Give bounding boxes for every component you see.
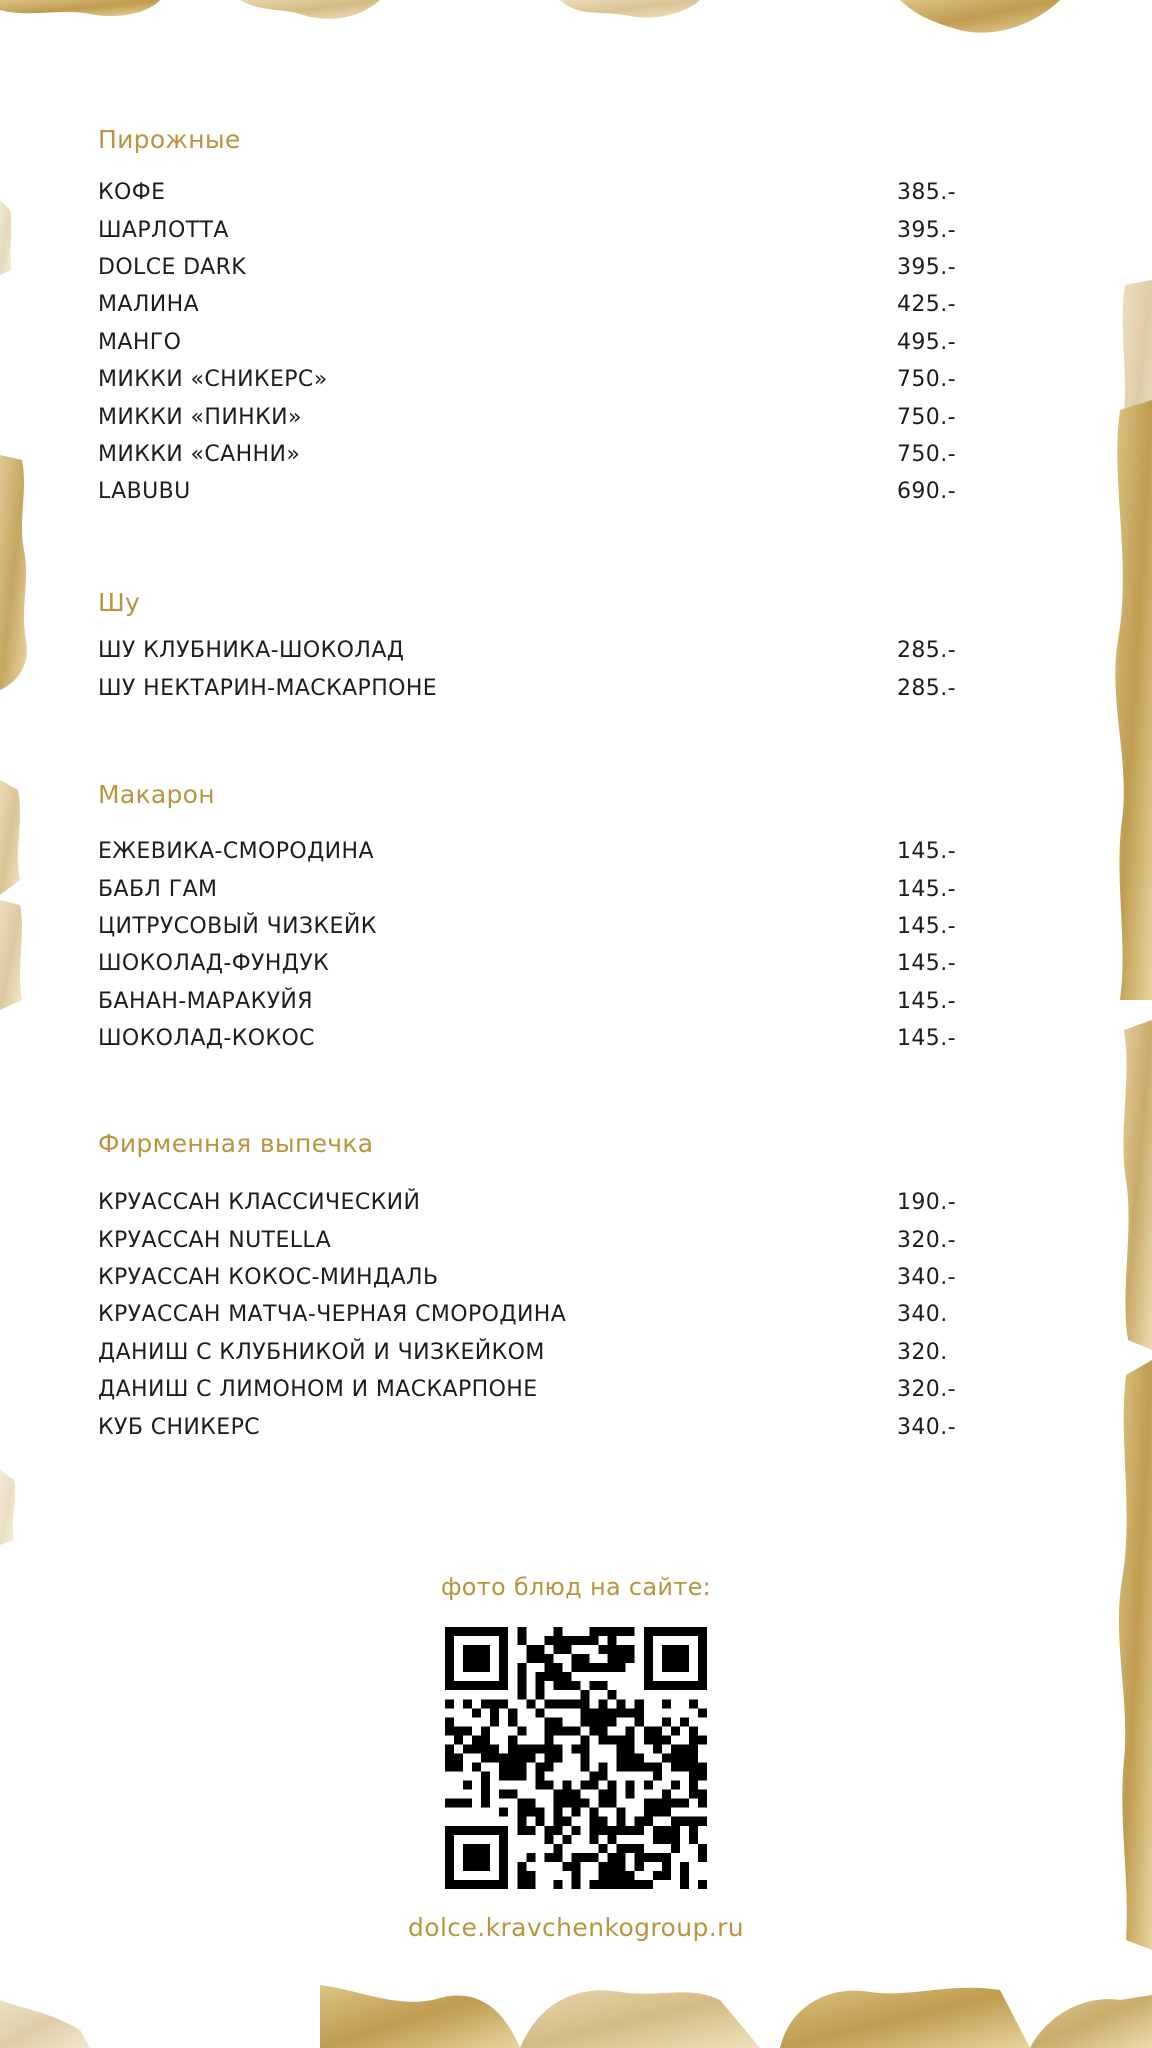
item-price: 395.- bbox=[897, 217, 956, 243]
item-name: ЦИТРУСОВЫЙ ЧИЗКЕЙК bbox=[98, 913, 377, 939]
menu-item bbox=[98, 945, 956, 982]
section-title-pastries: Пирожные bbox=[98, 125, 241, 154]
item-name: МИККИ «САННИ» bbox=[98, 441, 301, 467]
item-name: БАНАН-МАРАКУЙЯ bbox=[98, 988, 313, 1014]
item-price: 750.- bbox=[897, 441, 956, 467]
item-name: КРУАССАН КЛАССИЧЕСКИЙ bbox=[98, 1190, 421, 1216]
menu-item bbox=[98, 361, 956, 398]
photo-caption: фото блюд на сайте: bbox=[440, 1573, 712, 1601]
item-price: 340.- bbox=[897, 1414, 956, 1440]
item-name: КРУАССАН КОКОС-МИНДАЛЬ bbox=[98, 1264, 439, 1290]
item-price: 340. bbox=[897, 1302, 948, 1328]
item-name: КРУАССАН NUTELLA bbox=[98, 1227, 332, 1253]
section-title-signature-pastry: Фирменная выпечка bbox=[98, 1129, 374, 1158]
item-price: 285.- bbox=[897, 638, 956, 664]
item-name: ДАНИШ С КЛУБНИКОЙ И ЧИЗКЕЙКОМ bbox=[98, 1339, 545, 1365]
menu-item bbox=[98, 833, 956, 870]
item-name: LABUBU bbox=[98, 479, 191, 505]
item-name: КОФЕ bbox=[98, 180, 166, 206]
item-name: ШАРЛОТТА bbox=[98, 217, 229, 243]
menu-item bbox=[98, 1221, 956, 1258]
item-name: МИККИ «СНИКЕРС» bbox=[98, 367, 328, 393]
item-price: 750.- bbox=[897, 367, 956, 393]
menu-item bbox=[98, 324, 956, 361]
menu-item bbox=[98, 908, 956, 945]
item-price: 340.- bbox=[897, 1264, 956, 1290]
qr-code-icon[interactable] bbox=[445, 1627, 707, 1889]
item-price: 385.- bbox=[897, 180, 956, 206]
item-price: 320.- bbox=[897, 1227, 956, 1253]
item-price: 750.- bbox=[897, 404, 956, 430]
section-title-choux: Шу bbox=[98, 588, 141, 617]
item-price: 145.- bbox=[897, 988, 956, 1014]
site-url-link[interactable]: dolce.kravchenkogroup.ru bbox=[407, 1913, 745, 1942]
item-name: ШОКОЛАД-КОКОС bbox=[98, 1026, 315, 1052]
item-name: ШУ КЛУБНИКА-ШОКОЛАД bbox=[98, 638, 405, 664]
item-name: МАЛИНА bbox=[98, 292, 200, 318]
item-price: 190.- bbox=[897, 1190, 956, 1216]
menu-item bbox=[98, 436, 956, 473]
item-price: 395.- bbox=[897, 254, 956, 280]
choux-list bbox=[98, 632, 956, 707]
section-title-macarons: Макарон bbox=[98, 780, 215, 809]
menu-item bbox=[98, 1296, 953, 1333]
item-name: МИККИ «ПИНКИ» bbox=[98, 404, 302, 430]
menu-item bbox=[98, 1184, 956, 1221]
menu-item bbox=[98, 211, 956, 248]
item-name: ШУ НЕКТАРИН-МАСКАРПОНЕ bbox=[98, 675, 438, 701]
macarons-list bbox=[98, 833, 956, 1057]
menu-item bbox=[98, 1371, 956, 1408]
menu-item bbox=[98, 669, 956, 706]
item-price: 145.- bbox=[897, 951, 956, 977]
item-price: 425.- bbox=[897, 292, 956, 318]
menu-item bbox=[98, 1259, 956, 1296]
item-name: МАНГО bbox=[98, 329, 182, 355]
menu-item bbox=[98, 249, 956, 286]
menu-item bbox=[98, 983, 956, 1020]
item-price: 145.- bbox=[897, 1026, 956, 1052]
menu-item bbox=[98, 286, 956, 323]
menu-item bbox=[98, 632, 956, 669]
menu-item bbox=[98, 1408, 956, 1445]
item-name: ШОКОЛАД-ФУНДУК bbox=[98, 951, 330, 977]
menu-item bbox=[98, 398, 956, 435]
item-price: 145.- bbox=[897, 876, 956, 902]
menu-item bbox=[98, 1020, 956, 1057]
item-name: КРУАССАН МАТЧА-ЧЕРНАЯ СМОРОДИНА bbox=[98, 1302, 567, 1328]
menu-item bbox=[98, 870, 956, 907]
item-price: 285.- bbox=[897, 675, 956, 701]
menu-item bbox=[98, 473, 956, 510]
item-name: ЕЖЕВИКА-СМОРОДИНА bbox=[98, 839, 374, 865]
item-name: БАБЛ ГАМ bbox=[98, 876, 218, 902]
item-price: 495.- bbox=[897, 329, 956, 355]
menu-item bbox=[98, 1334, 953, 1371]
item-price: 145.- bbox=[897, 913, 956, 939]
item-price: 320.- bbox=[897, 1377, 956, 1403]
pastries-list bbox=[98, 174, 956, 511]
item-price: 690.- bbox=[897, 479, 956, 505]
item-price: 320. bbox=[897, 1339, 948, 1365]
menu-item bbox=[98, 174, 956, 211]
item-price: 145.- bbox=[897, 839, 956, 865]
item-name: ДАНИШ С ЛИМОНОМ И МАСКАРПОНЕ bbox=[98, 1377, 538, 1403]
signature-pastry-list bbox=[98, 1184, 956, 1446]
item-name: КУБ СНИКЕРС bbox=[98, 1414, 261, 1440]
item-name: DOLCE DARK bbox=[98, 254, 247, 280]
